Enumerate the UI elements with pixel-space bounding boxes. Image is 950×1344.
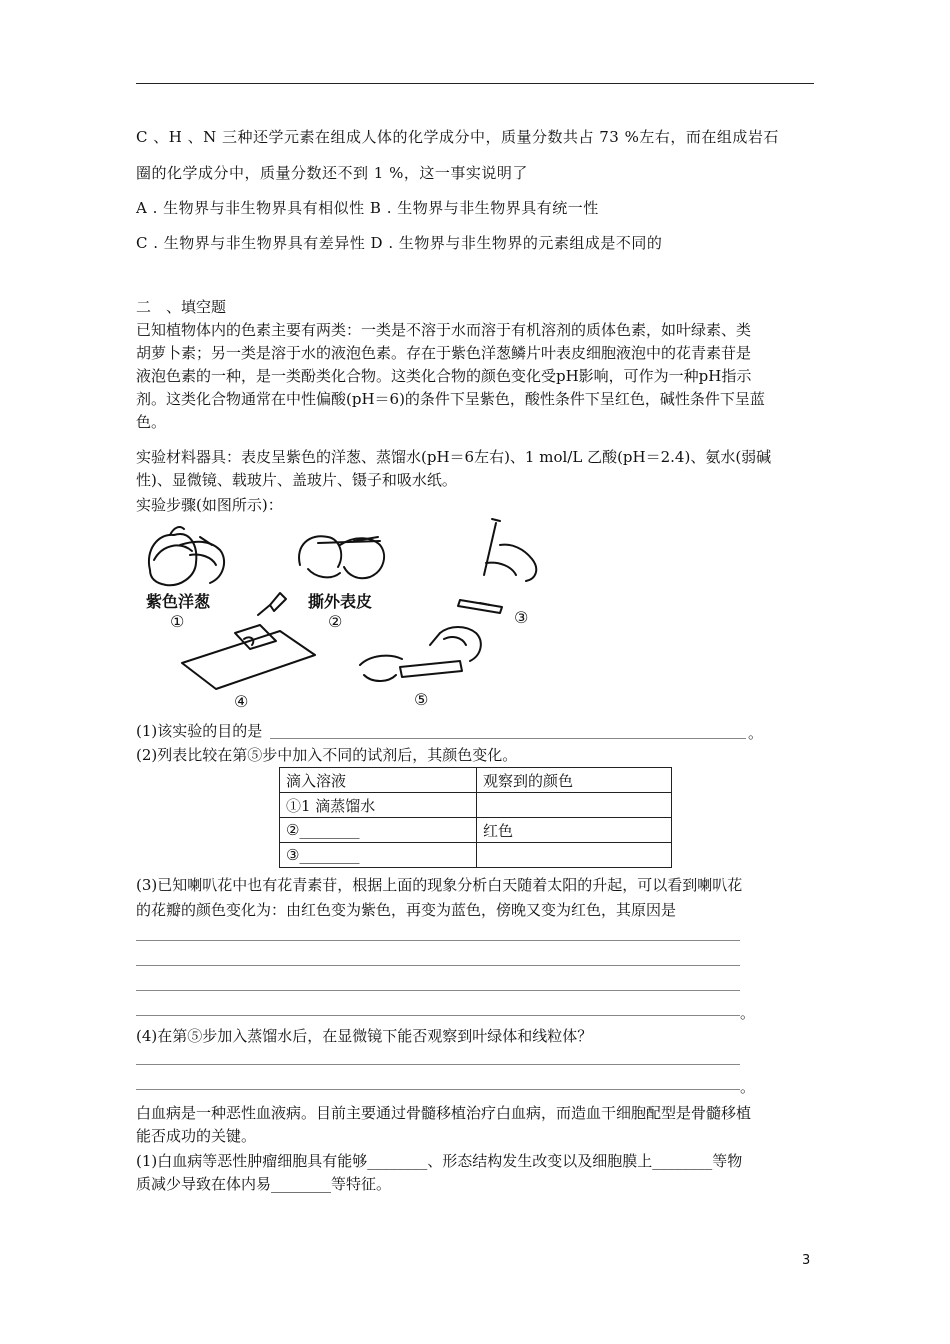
table-cell[interactable] — [477, 843, 672, 868]
q1-sub2: (2)列表比较在第⑤步中加入不同的试剂后，其颜色变化。 — [136, 746, 518, 764]
table-row — [280, 843, 672, 868]
onion-illustration — [149, 527, 224, 585]
slide-step5-illustration — [360, 627, 481, 681]
answer-blank[interactable] — [270, 738, 746, 739]
figure-step-number: ② — [328, 612, 343, 631]
table-cell[interactable]: ②________ — [280, 818, 477, 843]
table-cell: 红色 — [477, 818, 672, 843]
page-number: 3 — [802, 1253, 811, 1268]
peeling-illustration — [299, 536, 384, 578]
slide-step3-illustration — [458, 519, 536, 613]
period: 。 — [748, 724, 764, 742]
table-header-cell: 观察到的颜色 — [477, 768, 672, 793]
q1-intro-line: 剂。这类化合物通常在中性偏酸(pH＝6)的条件下呈紫色，酸性条件下呈红色，碱性条件下呈蓝 — [136, 390, 765, 408]
figure-label-peel: 撕外表皮 — [308, 592, 373, 611]
q1-intro-line: 胡萝卜素；另一类是溶于水的液泡色素。存在于紫色洋葱鳞片叶表皮细胞液泡中的花青素苷是 — [136, 344, 752, 362]
options-a-b: A . 生物界与非生物界具有相似性 B . 生物界与非生物界具有统一性 — [136, 199, 599, 217]
table-header-cell: 滴入溶液 — [280, 768, 477, 793]
answer-blank[interactable] — [136, 1064, 740, 1065]
options-c-d: C . 生物界与非生物界具有差异性 D . 生物界与非生物界的元素组成是不同的 — [136, 234, 663, 252]
figure-step-number: ④ — [234, 692, 249, 711]
q1-intro-line: 色。 — [136, 413, 167, 431]
prev-question-line-1: C 、H 、N 三种还学元素在组成人体的化学成分中，质量分数共占 73 %左右，而在组成岩石 — [136, 128, 779, 146]
q1-intro-line: 液泡色素的一种，是一类酚类化合物。这类化合物的颜色变化受pH影响，可作为一种pH指示 — [136, 367, 752, 385]
figure-step-number: ① — [170, 612, 185, 631]
q2-intro-line: 白血病是一种恶性血液病。目前主要通过骨髓移植治疗白血病，而造血干细胞配型是骨髓移植 — [136, 1104, 752, 1122]
period: 。 — [740, 1004, 756, 1022]
q1-sub3-line: (3)已知喇叭花中也有花青素苷，根据上面的现象分析白天随着太阳的升起，可以看到喇叭花 — [136, 876, 743, 894]
period: 。 — [740, 1078, 756, 1096]
figure-step-number: ⑤ — [414, 690, 429, 709]
header-rule — [136, 83, 814, 84]
answer-blank[interactable] — [136, 1015, 740, 1016]
q2-intro-line: 能否成功的关键。 — [136, 1127, 257, 1145]
answer-blank[interactable] — [136, 965, 740, 966]
figure-step-number: ③ — [514, 608, 529, 627]
q1-intro-line: 已知植物体内的色素主要有两类：一类是不溶于水而溶于有机溶剂的质体色素，如叶绿素、类 — [136, 321, 752, 339]
reagent-color-table — [279, 767, 672, 868]
table-cell[interactable]: ③________ — [280, 843, 477, 868]
q1-sub4: (4)在第⑤步加入蒸馏水后，在显微镜下能否观察到叶绿体和线粒体？ — [136, 1027, 593, 1045]
prev-question-line-2: 圈的化学成分中，质量分数还不到 1 %，这一事实说明了 — [136, 164, 528, 182]
figure-label-onion: 紫色洋葱 — [146, 592, 211, 611]
q1-materials-line: 性)、显微镜、载玻片、盖玻片、镊子和吸水纸。 — [136, 471, 457, 489]
q1-sub3-line: 的花瓣的颜色变化为：由红色变为紫色，再变为蓝色，傍晚又变为红色，其原因是 — [136, 901, 677, 919]
q2-sub1-line: (1)白血病等恶性肿瘤细胞具有能够________、形态结构发生改变以及细胞膜上________等物 — [136, 1152, 743, 1170]
answer-blank[interactable] — [136, 990, 740, 991]
table-header-row — [280, 768, 672, 793]
table-cell: ①1 滴蒸馏水 — [280, 793, 477, 818]
table-row — [280, 818, 672, 843]
q1-materials-line: 实验材料器具：表皮呈紫色的洋葱、蒸馏水(pH＝6左右)、1 mol/L 乙酸(pH＝2.4)、氨水(弱碱 — [136, 448, 772, 466]
q2-sub1-line: 质减少导致在体内易________等特征。 — [136, 1175, 392, 1193]
section-title: 二 、填空题 — [136, 298, 227, 316]
q1-steps-label: 实验步骤(如图所示)： — [136, 496, 283, 514]
table-cell[interactable] — [477, 793, 672, 818]
q1-sub1: (1)该实验的目的是 — [136, 722, 263, 740]
table-row — [280, 793, 672, 818]
answer-blank[interactable] — [136, 1089, 740, 1090]
answer-blank[interactable] — [136, 940, 740, 941]
experiment-steps-figure — [140, 515, 560, 715]
